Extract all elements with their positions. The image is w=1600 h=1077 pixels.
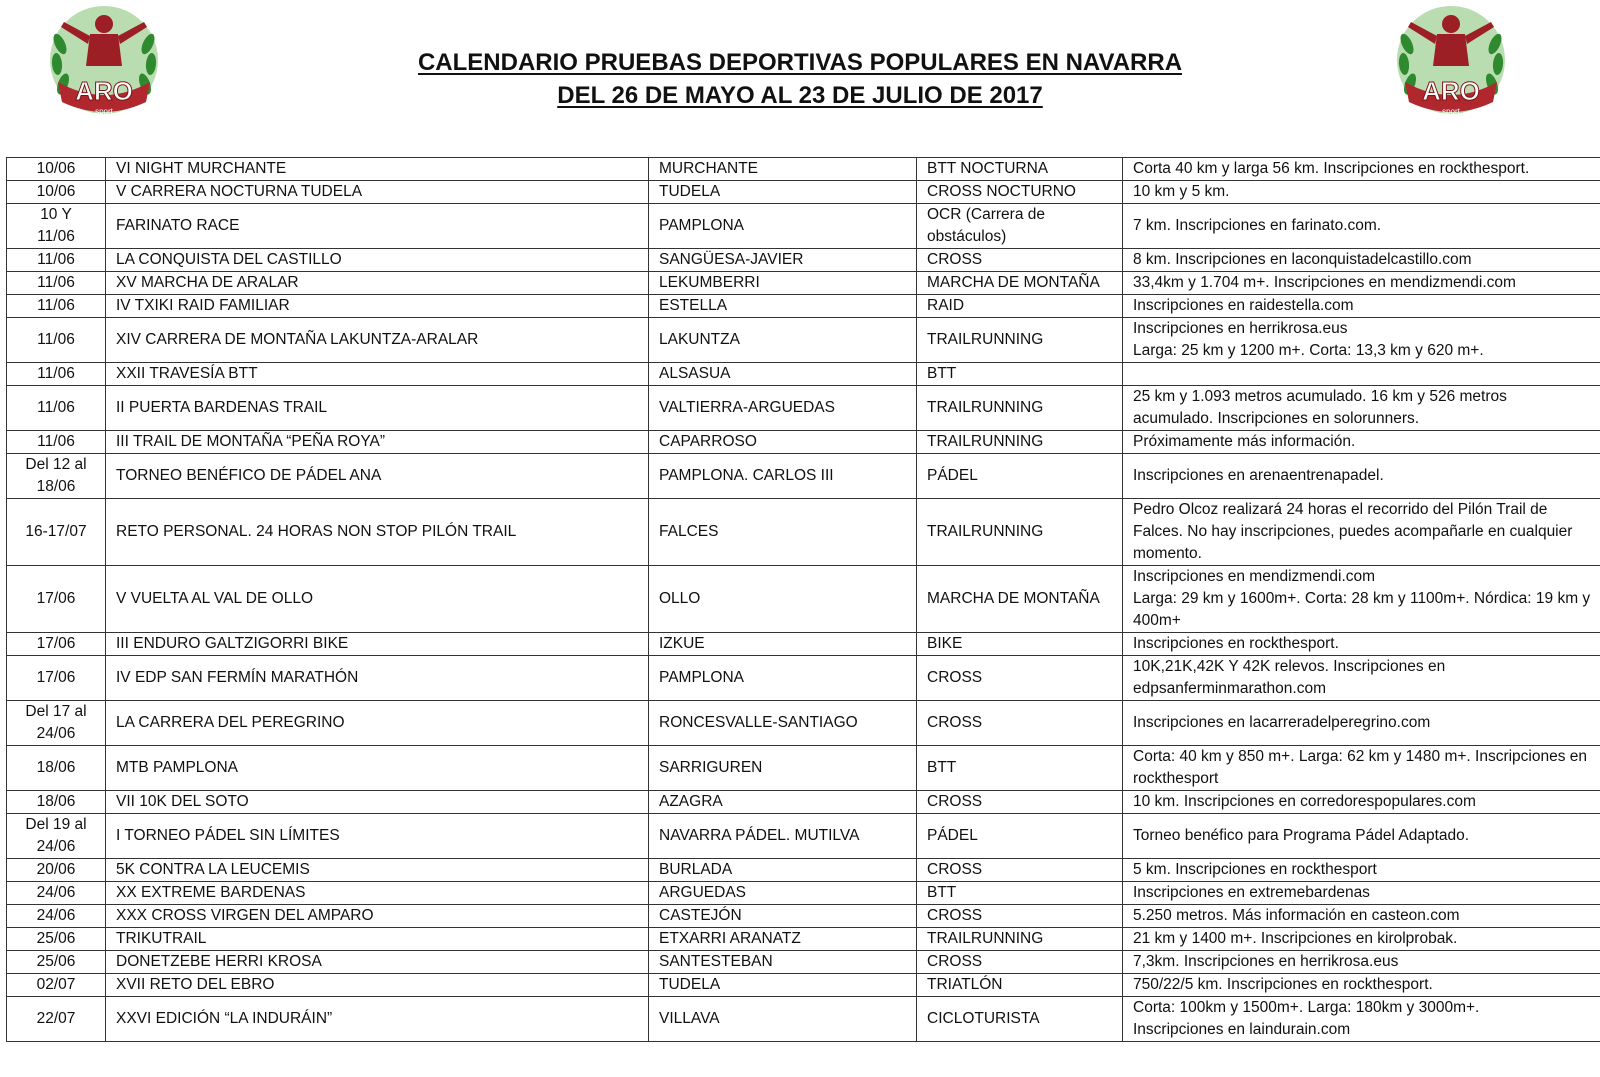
event-info: 8 km. Inscripciones en laconquistadelcastillo.com (1123, 249, 1600, 272)
event-name: IV TXIKI RAID FAMILIAR (106, 295, 649, 318)
event-place: MURCHANTE (649, 158, 917, 181)
event-info: Pedro Olcoz realizará 24 horas el recorrido del Pilón Trail de Falces. No hay inscripciones, puedes acompañarle en cualquier momento. (1123, 499, 1600, 566)
events-table (6, 157, 1600, 1042)
event-date: 24/06 (7, 882, 106, 905)
event-date: 11/06 (7, 431, 106, 454)
event-type: BIKE (917, 633, 1123, 656)
event-name: XXVI EDICIÓN “LA INDURÁIN” (106, 997, 649, 1042)
event-place: NAVARRA PÁDEL. MUTILVA (649, 814, 917, 859)
event-date: Del 19 al 24/06 (7, 814, 106, 859)
event-name: XXX CROSS VIRGEN DEL AMPARO (106, 905, 649, 928)
event-name: V CARRERA NOCTURNA TUDELA (106, 181, 649, 204)
event-name: LA CONQUISTA DEL CASTILLO (106, 249, 649, 272)
event-date: 18/06 (7, 791, 106, 814)
event-info: Inscripciones en arenaentrenapadel. (1123, 454, 1600, 499)
event-name: VI NIGHT MURCHANTE (106, 158, 649, 181)
event-info: 33,4km y 1.704 m+. Inscripciones en mendizmendi.com (1123, 272, 1600, 295)
event-place: ETXARRI ARANATZ (649, 928, 917, 951)
table-row (7, 905, 1600, 928)
event-type: CROSS (917, 249, 1123, 272)
event-date: 17/06 (7, 633, 106, 656)
table-row (7, 181, 1600, 204)
event-info: Inscripciones en rockthesport. (1123, 633, 1600, 656)
event-name: TRIKUTRAIL (106, 928, 649, 951)
event-info: 5 km. Inscripciones en rockthesport (1123, 859, 1600, 882)
event-date: 02/07 (7, 974, 106, 997)
event-place: SARRIGUREN (649, 746, 917, 791)
svg-text:sport: sport (95, 107, 113, 116)
table-row (7, 431, 1600, 454)
events-table-body (7, 158, 1600, 1042)
event-name: MTB PAMPLONA (106, 746, 649, 791)
svg-text:sport: sport (1442, 107, 1460, 116)
event-place: LAKUNTZA (649, 318, 917, 363)
event-name: XX EXTREME BARDENAS (106, 882, 649, 905)
event-date: 11/06 (7, 272, 106, 295)
table-row (7, 814, 1600, 859)
event-place: VILLAVA (649, 997, 917, 1042)
event-place: SANGÜESA-JAVIER (649, 249, 917, 272)
event-info: 10 km. Inscripciones en corredorespopulares.com (1123, 791, 1600, 814)
table-row (7, 882, 1600, 905)
event-info: 7,3km. Inscripciones en herrikrosa.eus (1123, 951, 1600, 974)
event-date: 22/07 (7, 997, 106, 1042)
event-date: 17/06 (7, 566, 106, 633)
event-place: ALSASUA (649, 363, 917, 386)
event-type: RAID (917, 295, 1123, 318)
event-type: TRAILRUNNING (917, 431, 1123, 454)
table-row (7, 656, 1600, 701)
event-info: 7 km. Inscripciones en farinato.com. (1123, 204, 1600, 249)
event-type: TRAILRUNNING (917, 386, 1123, 431)
event-info: Inscripciones en raidestella.com (1123, 295, 1600, 318)
event-place: TUDELA (649, 974, 917, 997)
event-info: Corta: 100km y 1500m+. Larga: 180km y 3000m+. Inscripciones en laindurain.com (1123, 997, 1600, 1042)
table-row (7, 859, 1600, 882)
event-place: VALTIERRA-ARGUEDAS (649, 386, 917, 431)
event-name: RETO PERSONAL. 24 HORAS NON STOP PILÓN TRAIL (106, 499, 649, 566)
table-row (7, 318, 1600, 363)
event-place: SANTESTEBAN (649, 951, 917, 974)
event-date: 10/06 (7, 181, 106, 204)
event-name: XVII RETO DEL EBRO (106, 974, 649, 997)
event-info: 25 km y 1.093 metros acumulado. 16 km y 526 metros acumulado. Inscripciones en solorunners. (1123, 386, 1600, 431)
event-date: 10/06 (7, 158, 106, 181)
event-type: BTT (917, 882, 1123, 905)
event-info: Inscripciones en herrikrosa.eus Larga: 25 km y 1200 m+. Corta: 13,3 km y 620 m+. (1123, 318, 1600, 363)
event-name: XV MARCHA DE ARALAR (106, 272, 649, 295)
event-type: PÁDEL (917, 454, 1123, 499)
event-date: 20/06 (7, 859, 106, 882)
event-info: Inscripciones en extremebardenas (1123, 882, 1600, 905)
event-info: Corta: 40 km y 850 m+. Larga: 62 km y 1480 m+. Inscripciones en rockthesport (1123, 746, 1600, 791)
table-row (7, 791, 1600, 814)
table-row (7, 386, 1600, 431)
event-info: Inscripciones en lacarreradelperegrino.com (1123, 701, 1600, 746)
event-name: DONETZEBE HERRI KROSA (106, 951, 649, 974)
event-place: AZAGRA (649, 791, 917, 814)
table-row (7, 701, 1600, 746)
table-row (7, 633, 1600, 656)
event-name: II PUERTA BARDENAS TRAIL (106, 386, 649, 431)
event-place: PAMPLONA. CARLOS III (649, 454, 917, 499)
event-type: BTT (917, 746, 1123, 791)
event-type: BTT NOCTURNA (917, 158, 1123, 181)
event-type: CROSS (917, 905, 1123, 928)
event-place: PAMPLONA (649, 656, 917, 701)
event-type: OCR (Carrera de obstáculos) (917, 204, 1123, 249)
event-name: XXII TRAVESÍA BTT (106, 363, 649, 386)
event-info: Corta 40 km y larga 56 km. Inscripciones en rockthesport. (1123, 158, 1600, 181)
event-info: Próximamente más información. (1123, 431, 1600, 454)
event-date: 24/06 (7, 905, 106, 928)
event-name: III TRAIL DE MONTAÑA “PEÑA ROYA” (106, 431, 649, 454)
event-type: TRAILRUNNING (917, 318, 1123, 363)
event-name: IV EDP SAN FERMÍN MARATHÓN (106, 656, 649, 701)
event-name: TORNEO BENÉFICO DE PÁDEL ANA (106, 454, 649, 499)
table-row (7, 363, 1600, 386)
table-row (7, 566, 1600, 633)
event-date: 10 Y 11/06 (7, 204, 106, 249)
table-row (7, 249, 1600, 272)
event-info: 10K,21K,42K Y 42K relevos. Inscripciones en edpsanferminmarathon.com (1123, 656, 1600, 701)
document-title (0, 46, 1600, 112)
event-place: CASTEJÓN (649, 905, 917, 928)
event-name: 5K CONTRA LA LEUCEMIS (106, 859, 649, 882)
event-info: 10 km y 5 km. (1123, 181, 1600, 204)
svg-text:ARO: ARO (1422, 76, 1480, 106)
event-name: XIV CARRERA DE MONTAÑA LAKUNTZA-ARALAR (106, 318, 649, 363)
event-place: FALCES (649, 499, 917, 566)
event-info: 5.250 metros. Más información en casteon.com (1123, 905, 1600, 928)
event-place: BURLADA (649, 859, 917, 882)
event-type: CROSS NOCTURNO (917, 181, 1123, 204)
event-name: V VUELTA AL VAL DE OLLO (106, 566, 649, 633)
event-date: 18/06 (7, 746, 106, 791)
event-date: 11/06 (7, 318, 106, 363)
event-place: TUDELA (649, 181, 917, 204)
event-date: Del 12 al 18/06 (7, 454, 106, 499)
event-type: CROSS (917, 701, 1123, 746)
title-line-1: CALENDARIO PRUEBAS DEPORTIVAS POPULARES EN NAVARRA (417, 49, 1183, 76)
event-type: BTT (917, 363, 1123, 386)
table-row (7, 499, 1600, 566)
table-row (7, 974, 1600, 997)
event-name: VII 10K DEL SOTO (106, 791, 649, 814)
event-date: 17/06 (7, 656, 106, 701)
table-row (7, 928, 1600, 951)
table-row (7, 204, 1600, 249)
event-date: 11/06 (7, 295, 106, 318)
event-info (1123, 363, 1600, 386)
event-date: 25/06 (7, 951, 106, 974)
table-row (7, 454, 1600, 499)
event-type: MARCHA DE MONTAÑA (917, 272, 1123, 295)
event-name: FARINATO RACE (106, 204, 649, 249)
table-row (7, 951, 1600, 974)
event-date: 25/06 (7, 928, 106, 951)
table-row (7, 295, 1600, 318)
event-name: LA CARRERA DEL PEREGRINO (106, 701, 649, 746)
event-info: Inscripciones en mendizmendi.com Larga: 29 km y 1600m+. Corta: 28 km y 1100m+. Nórdica: 19 km y 400m+ (1123, 566, 1600, 633)
event-info: Torneo benéfico para Programa Pádel Adaptado. (1123, 814, 1600, 859)
event-place: PAMPLONA (649, 204, 917, 249)
event-date: 11/06 (7, 249, 106, 272)
event-place: ESTELLA (649, 295, 917, 318)
event-type: TRIATLÓN (917, 974, 1123, 997)
event-type: CROSS (917, 791, 1123, 814)
event-date: 11/06 (7, 386, 106, 431)
event-place: CAPARROSO (649, 431, 917, 454)
table-row (7, 272, 1600, 295)
event-place: ARGUEDAS (649, 882, 917, 905)
table-row (7, 997, 1600, 1042)
event-place: LEKUMBERRI (649, 272, 917, 295)
event-type: CROSS (917, 859, 1123, 882)
event-type: MARCHA DE MONTAÑA (917, 566, 1123, 633)
title-line-2: DEL 26 DE MAYO AL 23 DE JULIO DE 2017 (557, 82, 1043, 109)
event-type: CICLOTURISTA (917, 997, 1123, 1042)
event-place: OLLO (649, 566, 917, 633)
event-info: 21 km y 1400 m+. Inscripciones en kirolprobak. (1123, 928, 1600, 951)
event-date: 11/06 (7, 363, 106, 386)
event-name: I TORNEO PÁDEL SIN LÍMITES (106, 814, 649, 859)
event-type: TRAILRUNNING (917, 928, 1123, 951)
event-place: IZKUE (649, 633, 917, 656)
event-info: 750/22/5 km. Inscripciones en rockthesport. (1123, 974, 1600, 997)
event-type: TRAILRUNNING (917, 499, 1123, 566)
table-row (7, 158, 1600, 181)
event-name: III ENDURO GALTZIGORRI BIKE (106, 633, 649, 656)
event-place: RONCESVALLE-SANTIAGO (649, 701, 917, 746)
event-type: CROSS (917, 656, 1123, 701)
event-type: PÁDEL (917, 814, 1123, 859)
svg-text:ARO: ARO (75, 76, 133, 106)
event-date: Del 17 al 24/06 (7, 701, 106, 746)
table-row (7, 746, 1600, 791)
event-date: 16-17/07 (7, 499, 106, 566)
event-type: CROSS (917, 951, 1123, 974)
